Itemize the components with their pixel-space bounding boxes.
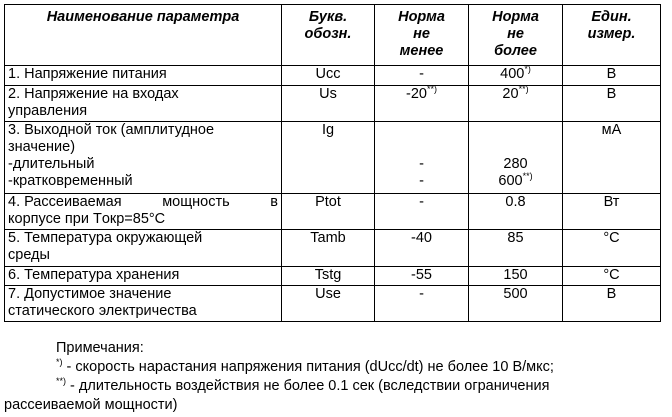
footnote-mark: **) [522,171,533,181]
param-max: 280 600**) [469,122,563,194]
footnote-mark: *) [56,357,63,367]
table-row [5,194,661,230]
param-name: 3. Выходной ток (амплитудное значение) -длительный -кратковременный [5,122,282,194]
param-name: 4. Рассеиваемая мощность в корпусе при Tокр=85°C [5,194,282,230]
header-min: Норма не менее [375,5,469,66]
param-name: 7. Допустимое значение статического электричества [5,286,282,322]
notes-title: Примечания: [56,340,144,356]
header-symbol: Букв. обозн. [282,5,375,66]
param-name: 6. Температура хранения [5,267,282,286]
table-header-row [5,5,661,66]
param-symbol: Ptot [282,194,375,230]
param-unit: °C [563,230,661,267]
param-name: 2. Напряжение на входах управления [5,86,282,122]
param-max: 500 [469,286,563,322]
footnote-mark: **) [56,376,67,386]
footnote-mark: *) [524,64,531,74]
param-unit: В [563,286,661,322]
param-min: -40 [375,230,469,267]
param-min: - [375,286,469,322]
notes-section [4,339,554,415]
footnote-mark: **) [426,84,437,94]
param-unit: Вт [563,194,661,230]
param-unit: В [563,66,661,86]
param-min: -55 [375,267,469,286]
table-row [5,86,661,122]
param-symbol: Tstg [282,267,375,286]
table-row [5,122,661,194]
param-max: 400*) [469,66,563,86]
param-symbol: Us [282,86,375,122]
param-min: -20**) [375,86,469,122]
table-row [5,286,661,322]
table-row [5,66,661,86]
param-min: - [375,194,469,230]
header-max: Норма не более [469,5,563,66]
param-max: 150 [469,267,563,286]
param-unit: °C [563,267,661,286]
param-unit: В [563,86,661,122]
param-symbol: Ig [282,122,375,194]
param-name: 5. Температура окружающей среды [5,230,282,267]
param-max: 20**) [469,86,563,122]
param-min: - [375,66,469,86]
param-unit: мА [563,122,661,194]
param-max: 85 [469,230,563,267]
note-1: *) - скорость нарастания напряжения питания (dUcc/dt) не более 10 В/мкс; [56,357,554,375]
param-min: - - [375,122,469,194]
param-symbol: Ucc [282,66,375,86]
table-row [5,230,661,267]
header-parameter-name: Наименование параметра [5,5,282,66]
parameters-table [4,4,661,322]
param-symbol: Tamb [282,230,375,267]
note-2-continuation: рассеиваемой мощности) [4,397,178,413]
note-2: **) - длительность воздействия не более 0.1 сек (вследствии ограничения [56,376,550,394]
param-max: 0.8 [469,194,563,230]
param-name: 1. Напряжение питания [5,66,282,86]
param-symbol: Use [282,286,375,322]
header-unit: Един. измер. [563,5,661,66]
footnote-mark: **) [518,84,529,94]
table-row [5,267,661,286]
